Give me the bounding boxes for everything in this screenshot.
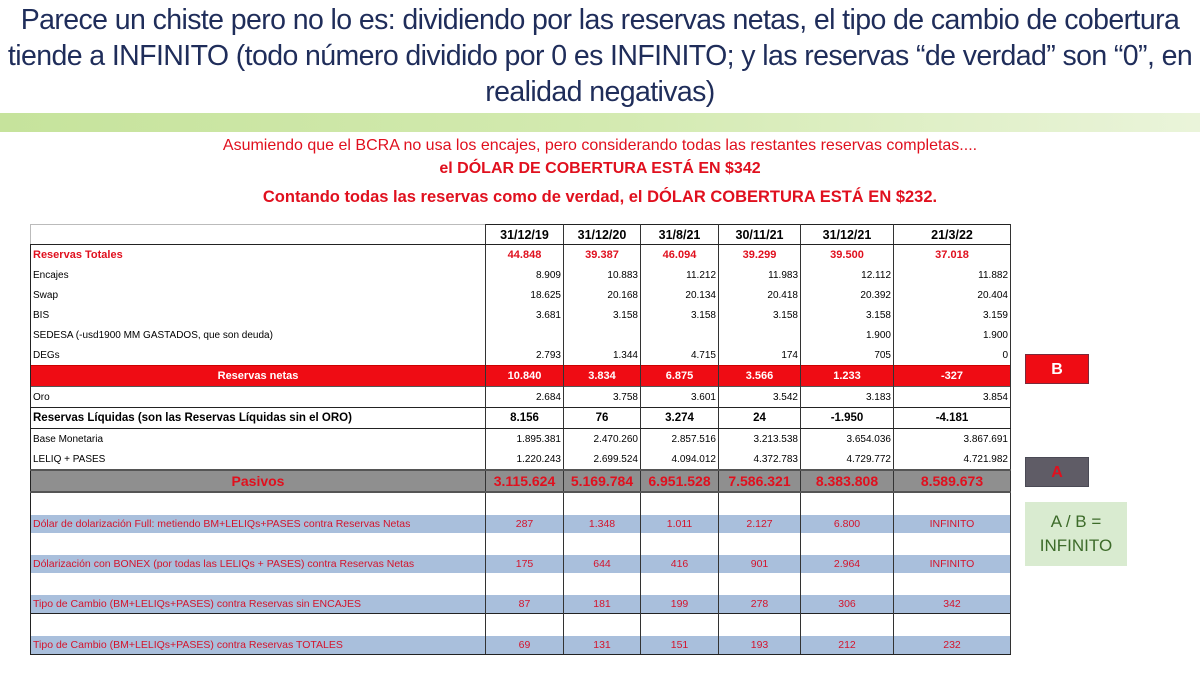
table-row-pasivos xyxy=(31,470,1011,492)
subtitle-assumption: Asumiendo que el BCRA no usa los encajes, pero considerando todas las restantes reservas completas.... xyxy=(222,137,978,154)
spacer-cell xyxy=(894,614,1011,637)
row-value-cell: 1.233 xyxy=(801,366,894,387)
spacer-cell xyxy=(719,573,801,595)
reserves-table xyxy=(30,224,1011,655)
row-value-cell xyxy=(641,325,719,345)
row-value-cell: 151 xyxy=(641,636,719,655)
row-value-cell: 212 xyxy=(801,636,894,655)
row-value-cell: 193 xyxy=(719,636,801,655)
row-value-cell: 10.883 xyxy=(564,265,641,285)
row-value-cell: -4.181 xyxy=(894,408,1011,429)
spacer-cell xyxy=(719,533,801,555)
row-value-cell: 12.112 xyxy=(801,265,894,285)
table-row-tc-reservas-totales xyxy=(31,636,1011,655)
row-value-cell: 20.404 xyxy=(894,285,1011,305)
column-header-date: 21/3/22 xyxy=(894,225,1011,245)
row-value-cell: 3.542 xyxy=(719,387,801,408)
ratio-line-1: A / B = xyxy=(1050,512,1102,531)
row-value-cell: 644 xyxy=(564,555,641,573)
row-value-cell: 7.586.321 xyxy=(719,470,801,492)
table-row-tc-sin-encajes xyxy=(31,595,1011,614)
spacer-cell xyxy=(564,573,641,595)
column-header-date: 31/12/21 xyxy=(801,225,894,245)
row-value-cell: INFINITO xyxy=(894,555,1011,573)
row-value-cell: -327 xyxy=(894,366,1011,387)
spacer-cell xyxy=(31,533,486,555)
row-value-cell: 1.011 xyxy=(641,515,719,533)
row-value-cell: 20.392 xyxy=(801,285,894,305)
spacer-cell xyxy=(31,573,486,595)
row-value-cell: 3.867.691 xyxy=(894,429,1011,450)
spacer-cell xyxy=(641,573,719,595)
spacer-cell xyxy=(719,614,801,637)
ratio-line-2: INFINITO xyxy=(1039,536,1113,555)
spacer-cell xyxy=(486,492,564,515)
row-value-cell: 1.348 xyxy=(564,515,641,533)
row-value-cell: 901 xyxy=(719,555,801,573)
spacer-cell xyxy=(486,614,564,637)
row-label: Reservas netas xyxy=(31,366,486,387)
subtitle-coverage-232: Contando todas las reservas como de verdad, el DÓLAR COBERTURA ESTÁ EN $232. xyxy=(262,188,938,206)
row-value-cell: 174 xyxy=(719,345,801,366)
row-value-cell: 342 xyxy=(894,595,1011,614)
row-value-cell: 37.018 xyxy=(894,245,1011,266)
spacer-cell xyxy=(486,573,564,595)
row-value-cell: 3.158 xyxy=(719,305,801,325)
row-value-cell: 2.699.524 xyxy=(564,449,641,470)
subtitle-coverage-342: el DÓLAR DE COBERTURA ESTÁ EN $342 xyxy=(439,160,761,177)
header-label-cell xyxy=(31,225,486,245)
row-value-cell: 3.566 xyxy=(719,366,801,387)
row-value-cell: 3.681 xyxy=(486,305,564,325)
row-value-cell: 4.372.783 xyxy=(719,449,801,470)
row-value-cell: 3.213.538 xyxy=(719,429,801,450)
spacer-cell xyxy=(31,614,486,637)
row-value-cell: 87 xyxy=(486,595,564,614)
row-value-cell: 2.793 xyxy=(486,345,564,366)
label-a-box: A xyxy=(1025,457,1089,487)
row-value-cell: 131 xyxy=(564,636,641,655)
spacer-cell xyxy=(894,492,1011,515)
row-value-cell: 3.854 xyxy=(894,387,1011,408)
row-label: Oro xyxy=(31,387,486,408)
row-label: Dólarización con BONEX (por todas las LELIQs + PASES) contra Reservas Netas xyxy=(31,555,486,573)
row-value-cell: 232 xyxy=(894,636,1011,655)
row-value-cell: 5.169.784 xyxy=(564,470,641,492)
row-value-cell: 3.834 xyxy=(564,366,641,387)
spacer-cell xyxy=(894,533,1011,555)
row-value-cell: 39.387 xyxy=(564,245,641,266)
spacer-cell xyxy=(564,533,641,555)
column-header-date: 31/8/21 xyxy=(641,225,719,245)
row-value-cell: 306 xyxy=(801,595,894,614)
table-row-dolar-dolarizacion-full xyxy=(31,515,1011,533)
row-value-cell: 3.115.624 xyxy=(486,470,564,492)
row-label: DEGs xyxy=(31,345,486,366)
row-value-cell: 1.220.243 xyxy=(486,449,564,470)
table-row-dolarizacion-bonex xyxy=(31,555,1011,573)
row-value-cell: 1.895.381 xyxy=(486,429,564,450)
table-row-oro xyxy=(31,387,1011,408)
spacer-row xyxy=(31,614,1011,637)
row-label: Reservas Totales xyxy=(31,245,486,266)
row-value-cell: 3.758 xyxy=(564,387,641,408)
row-value-cell: 8.909 xyxy=(486,265,564,285)
row-value-cell: INFINITO xyxy=(894,515,1011,533)
row-value-cell: 8.156 xyxy=(486,408,564,429)
row-value-cell: 76 xyxy=(564,408,641,429)
row-value-cell: 4.715 xyxy=(641,345,719,366)
row-value-cell: 3.183 xyxy=(801,387,894,408)
row-value-cell: 11.882 xyxy=(894,265,1011,285)
row-value-cell: 10.840 xyxy=(486,366,564,387)
row-value-cell xyxy=(564,325,641,345)
row-value-cell: 6.951.528 xyxy=(641,470,719,492)
row-value-cell: 39.500 xyxy=(801,245,894,266)
title-divider-band xyxy=(0,113,1200,132)
row-value-cell: 0 xyxy=(894,345,1011,366)
table-row-sedesa xyxy=(31,325,1011,345)
spacer-cell xyxy=(641,492,719,515)
row-value-cell: 6.800 xyxy=(801,515,894,533)
row-value-cell: 8.589.673 xyxy=(894,470,1011,492)
table-row-degs xyxy=(31,345,1011,366)
row-value-cell: 3.158 xyxy=(641,305,719,325)
row-value-cell: 11.983 xyxy=(719,265,801,285)
row-label: SEDESA (-usd1900 MM GASTADOS, que son deuda) xyxy=(31,325,486,345)
spacer-row xyxy=(31,533,1011,555)
row-value-cell: 287 xyxy=(486,515,564,533)
row-value-cell: 175 xyxy=(486,555,564,573)
row-value-cell: 46.094 xyxy=(641,245,719,266)
row-value-cell: 8.383.808 xyxy=(801,470,894,492)
column-header-date: 30/11/21 xyxy=(719,225,801,245)
row-value-cell: 2.964 xyxy=(801,555,894,573)
row-value-cell: 18.625 xyxy=(486,285,564,305)
row-value-cell: 181 xyxy=(564,595,641,614)
table-row-reservas-liquidas xyxy=(31,408,1011,429)
row-value-cell: 1.900 xyxy=(801,325,894,345)
ratio-infinito-box xyxy=(1025,502,1127,566)
row-value-cell: -1.950 xyxy=(801,408,894,429)
spacer-row xyxy=(31,573,1011,595)
row-value-cell: 4.094.012 xyxy=(641,449,719,470)
row-label: Tipo de Cambio (BM+LELIQs+PASES) contra Reservas sin ENCAJES xyxy=(31,595,486,614)
row-value-cell: 3.601 xyxy=(641,387,719,408)
spacer-cell xyxy=(801,614,894,637)
spacer-cell xyxy=(894,573,1011,595)
row-value-cell: 39.299 xyxy=(719,245,801,266)
row-value-cell: 24 xyxy=(719,408,801,429)
row-value-cell: 199 xyxy=(641,595,719,614)
spacer-cell xyxy=(801,492,894,515)
label-b-box: B xyxy=(1025,354,1089,384)
row-value-cell: 20.168 xyxy=(564,285,641,305)
row-value-cell: 278 xyxy=(719,595,801,614)
table-row-reservas-netas xyxy=(31,366,1011,387)
row-value-cell: 3.654.036 xyxy=(801,429,894,450)
row-label: LELIQ + PASES xyxy=(31,449,486,470)
spacer-cell xyxy=(564,614,641,637)
spacer-cell xyxy=(801,533,894,555)
row-value-cell: 4.721.982 xyxy=(894,449,1011,470)
row-label: Encajes xyxy=(31,265,486,285)
spacer-cell xyxy=(801,573,894,595)
table-row-leliq-pases xyxy=(31,449,1011,470)
row-value-cell xyxy=(486,325,564,345)
row-value-cell: 4.729.772 xyxy=(801,449,894,470)
row-value-cell: 2.470.260 xyxy=(564,429,641,450)
spacer-cell xyxy=(719,492,801,515)
row-label: Reservas Líquidas (son las Reservas Líquidas sin el ORO) xyxy=(31,408,486,429)
row-value-cell: 2.127 xyxy=(719,515,801,533)
row-label: Dólar de dolarización Full: metiendo BM+LELIQs+PASES contra Reservas Netas xyxy=(31,515,486,533)
row-value-cell: 705 xyxy=(801,345,894,366)
row-value-cell: 3.159 xyxy=(894,305,1011,325)
row-label: Pasivos xyxy=(31,470,486,492)
row-label: Base Monetaria xyxy=(31,429,486,450)
row-value-cell: 69 xyxy=(486,636,564,655)
row-value-cell: 1.900 xyxy=(894,325,1011,345)
spacer-cell xyxy=(641,533,719,555)
table-row-swap xyxy=(31,285,1011,305)
row-value-cell: 20.134 xyxy=(641,285,719,305)
row-value-cell: 6.875 xyxy=(641,366,719,387)
spacer-cell xyxy=(31,492,486,515)
row-label: BIS xyxy=(31,305,486,325)
row-value-cell: 2.684 xyxy=(486,387,564,408)
row-value-cell: 20.418 xyxy=(719,285,801,305)
row-value-cell: 3.158 xyxy=(564,305,641,325)
table-row-base-monetaria xyxy=(31,429,1011,450)
row-value-cell: 3.274 xyxy=(641,408,719,429)
spacer-row xyxy=(31,492,1011,515)
page-title: Parece un chiste pero no lo es: dividiendo por las reservas netas, el tipo de cambio de cobertura tiende a INFINITO (todo número dividido por 0 es INFINITO; y las reservas “de verdad” son “0”, en realidad negativas) xyxy=(7,4,1193,108)
row-value-cell: 1.344 xyxy=(564,345,641,366)
row-label: Swap xyxy=(31,285,486,305)
row-value-cell: 11.212 xyxy=(641,265,719,285)
row-value-cell xyxy=(719,325,801,345)
row-label: Tipo de Cambio (BM+LELIQs+PASES) contra Reservas TOTALES xyxy=(31,636,486,655)
row-value-cell: 416 xyxy=(641,555,719,573)
table-header-row xyxy=(31,225,1011,245)
table-row-encajes xyxy=(31,265,1011,285)
row-value-cell: 3.158 xyxy=(801,305,894,325)
row-value-cell: 44.848 xyxy=(486,245,564,266)
table-row-reservas-totales xyxy=(31,245,1011,266)
column-header-date: 31/12/19 xyxy=(486,225,564,245)
row-value-cell: 2.857.516 xyxy=(641,429,719,450)
spacer-cell xyxy=(564,492,641,515)
spacer-cell xyxy=(486,533,564,555)
column-header-date: 31/12/20 xyxy=(564,225,641,245)
table-row-bis xyxy=(31,305,1011,325)
spacer-cell xyxy=(641,614,719,637)
